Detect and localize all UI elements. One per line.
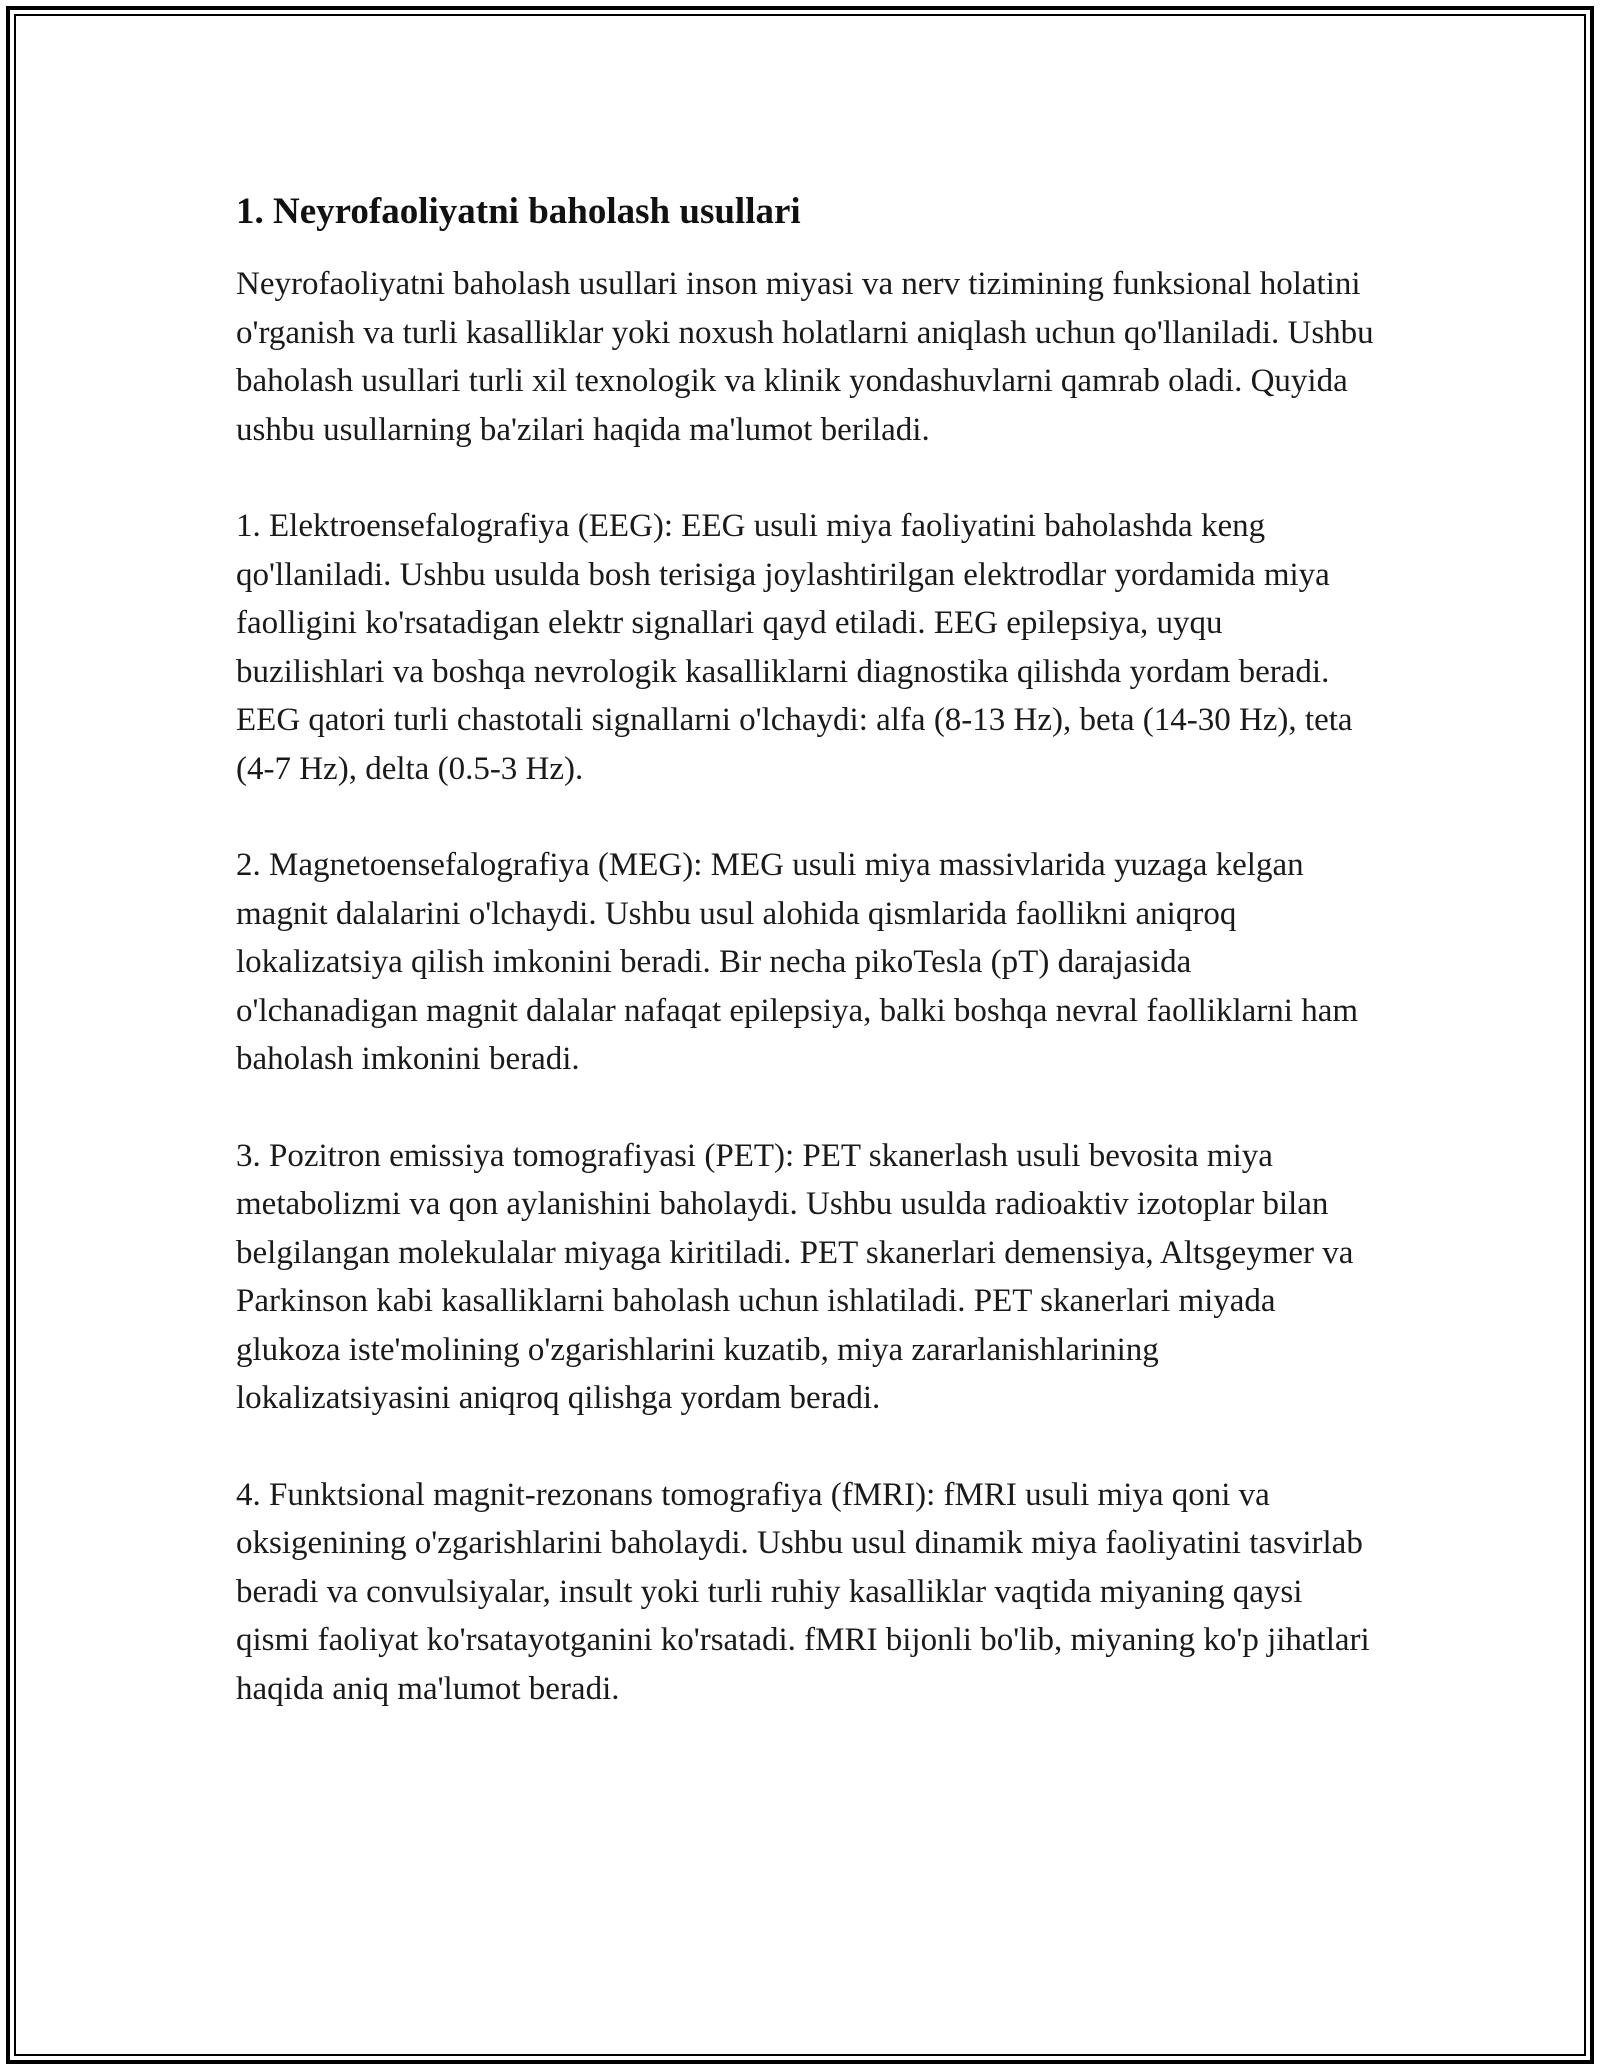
fmri-paragraph: 4. Funktsional magnit-rezonans tomografiya (fMRI): fMRI usuli miya qoni va oksigenining o'zgarishlarini baholaydi. Ushbu usul dinamik miya faoliyatini tasvirlab beradi va convulsiyalar, insult yoki turli ruhiy kasalliklar vaqtida miyaning qaysi qismi faoliyat ko'rsatayotganini ko'rsatadi. fMRI bijonli bo'lib, miyaning ko'p jihatlari haqida aniq ma'lumot beradi.	[236, 1476, 1370, 1707]
document-body	[236, 186, 1376, 1761]
meg-paragraph: 2. Magnetoensefalografiya (MEG): MEG usuli miya massivlarida yuzaga kelgan magnit dalalarini o'lchaydi. Ushbu usul alohida qismlarida faollikni aniqroq lokalizatsiya qilish imkonini beradi. Bir necha pikoTesla (pT) darajasida o'lchanadigan magnit dalalar nafaqat epilepsiya, balki boshqa nevral faolliklarni ham baholash imkonini beradi.	[236, 847, 1359, 1077]
intro-paragraph: Neyrofaoliyatni baholash usullari inson miyasi va nerv tizimining funksional holatini o'rganish va turli kasalliklar yoki noxush holatlarni aniqlash uchun qo'llaniladi. Ushbu baholash usullari turli xil texnologik va klinik yondashuvlarni qamrab oladi. Quyida ushbu usullarning ba'zilari haqida ma'lumot beriladi.	[236, 266, 1374, 448]
eeg-paragraph: 1. Elektroensefalografiya (EEG): EEG usuli miya faoliyatini baholashda keng qo'llaniladi. Ushbu usulda bosh terisiga joylashtirilgan elektrodlar yordamida miya faolligini ko'rsatadigan elektr signallari qayd etiladi. EEG epilepsiya, uyqu buzilishlari va boshqa nevrologik kasalliklarni diagnostika qilishda yordam beradi. EEG qatori turli chastotali signallarni o'lchaydi: alfa (8-13 Hz), beta (14-30 Hz), teta (4-7 Hz), delta (0.5-3 Hz).	[236, 508, 1353, 787]
section-title: 1. Neyrofaoliyatni baholash usullari	[236, 191, 801, 232]
pet-paragraph: 3. Pozitron emissiya tomografiyasi (PET): PET skanerlash usuli bevosita miya metabolizmi va qon aylanishini baholaydi. Ushbu usulda radioaktiv izotoplar bilan belgilangan molekulalar miyaga kiritiladi. PET skanerlari demensiya, Altsgeymer va Parkinson kabi kasalliklarni baholash uchun ishlatiladi. PET skanerlari miyada glukoza iste'molining o'zgarishlarini kuzatib, miya zararlanishlarining lokalizatsiyasini aniqroq qilishga yordam beradi.	[236, 1137, 1354, 1416]
